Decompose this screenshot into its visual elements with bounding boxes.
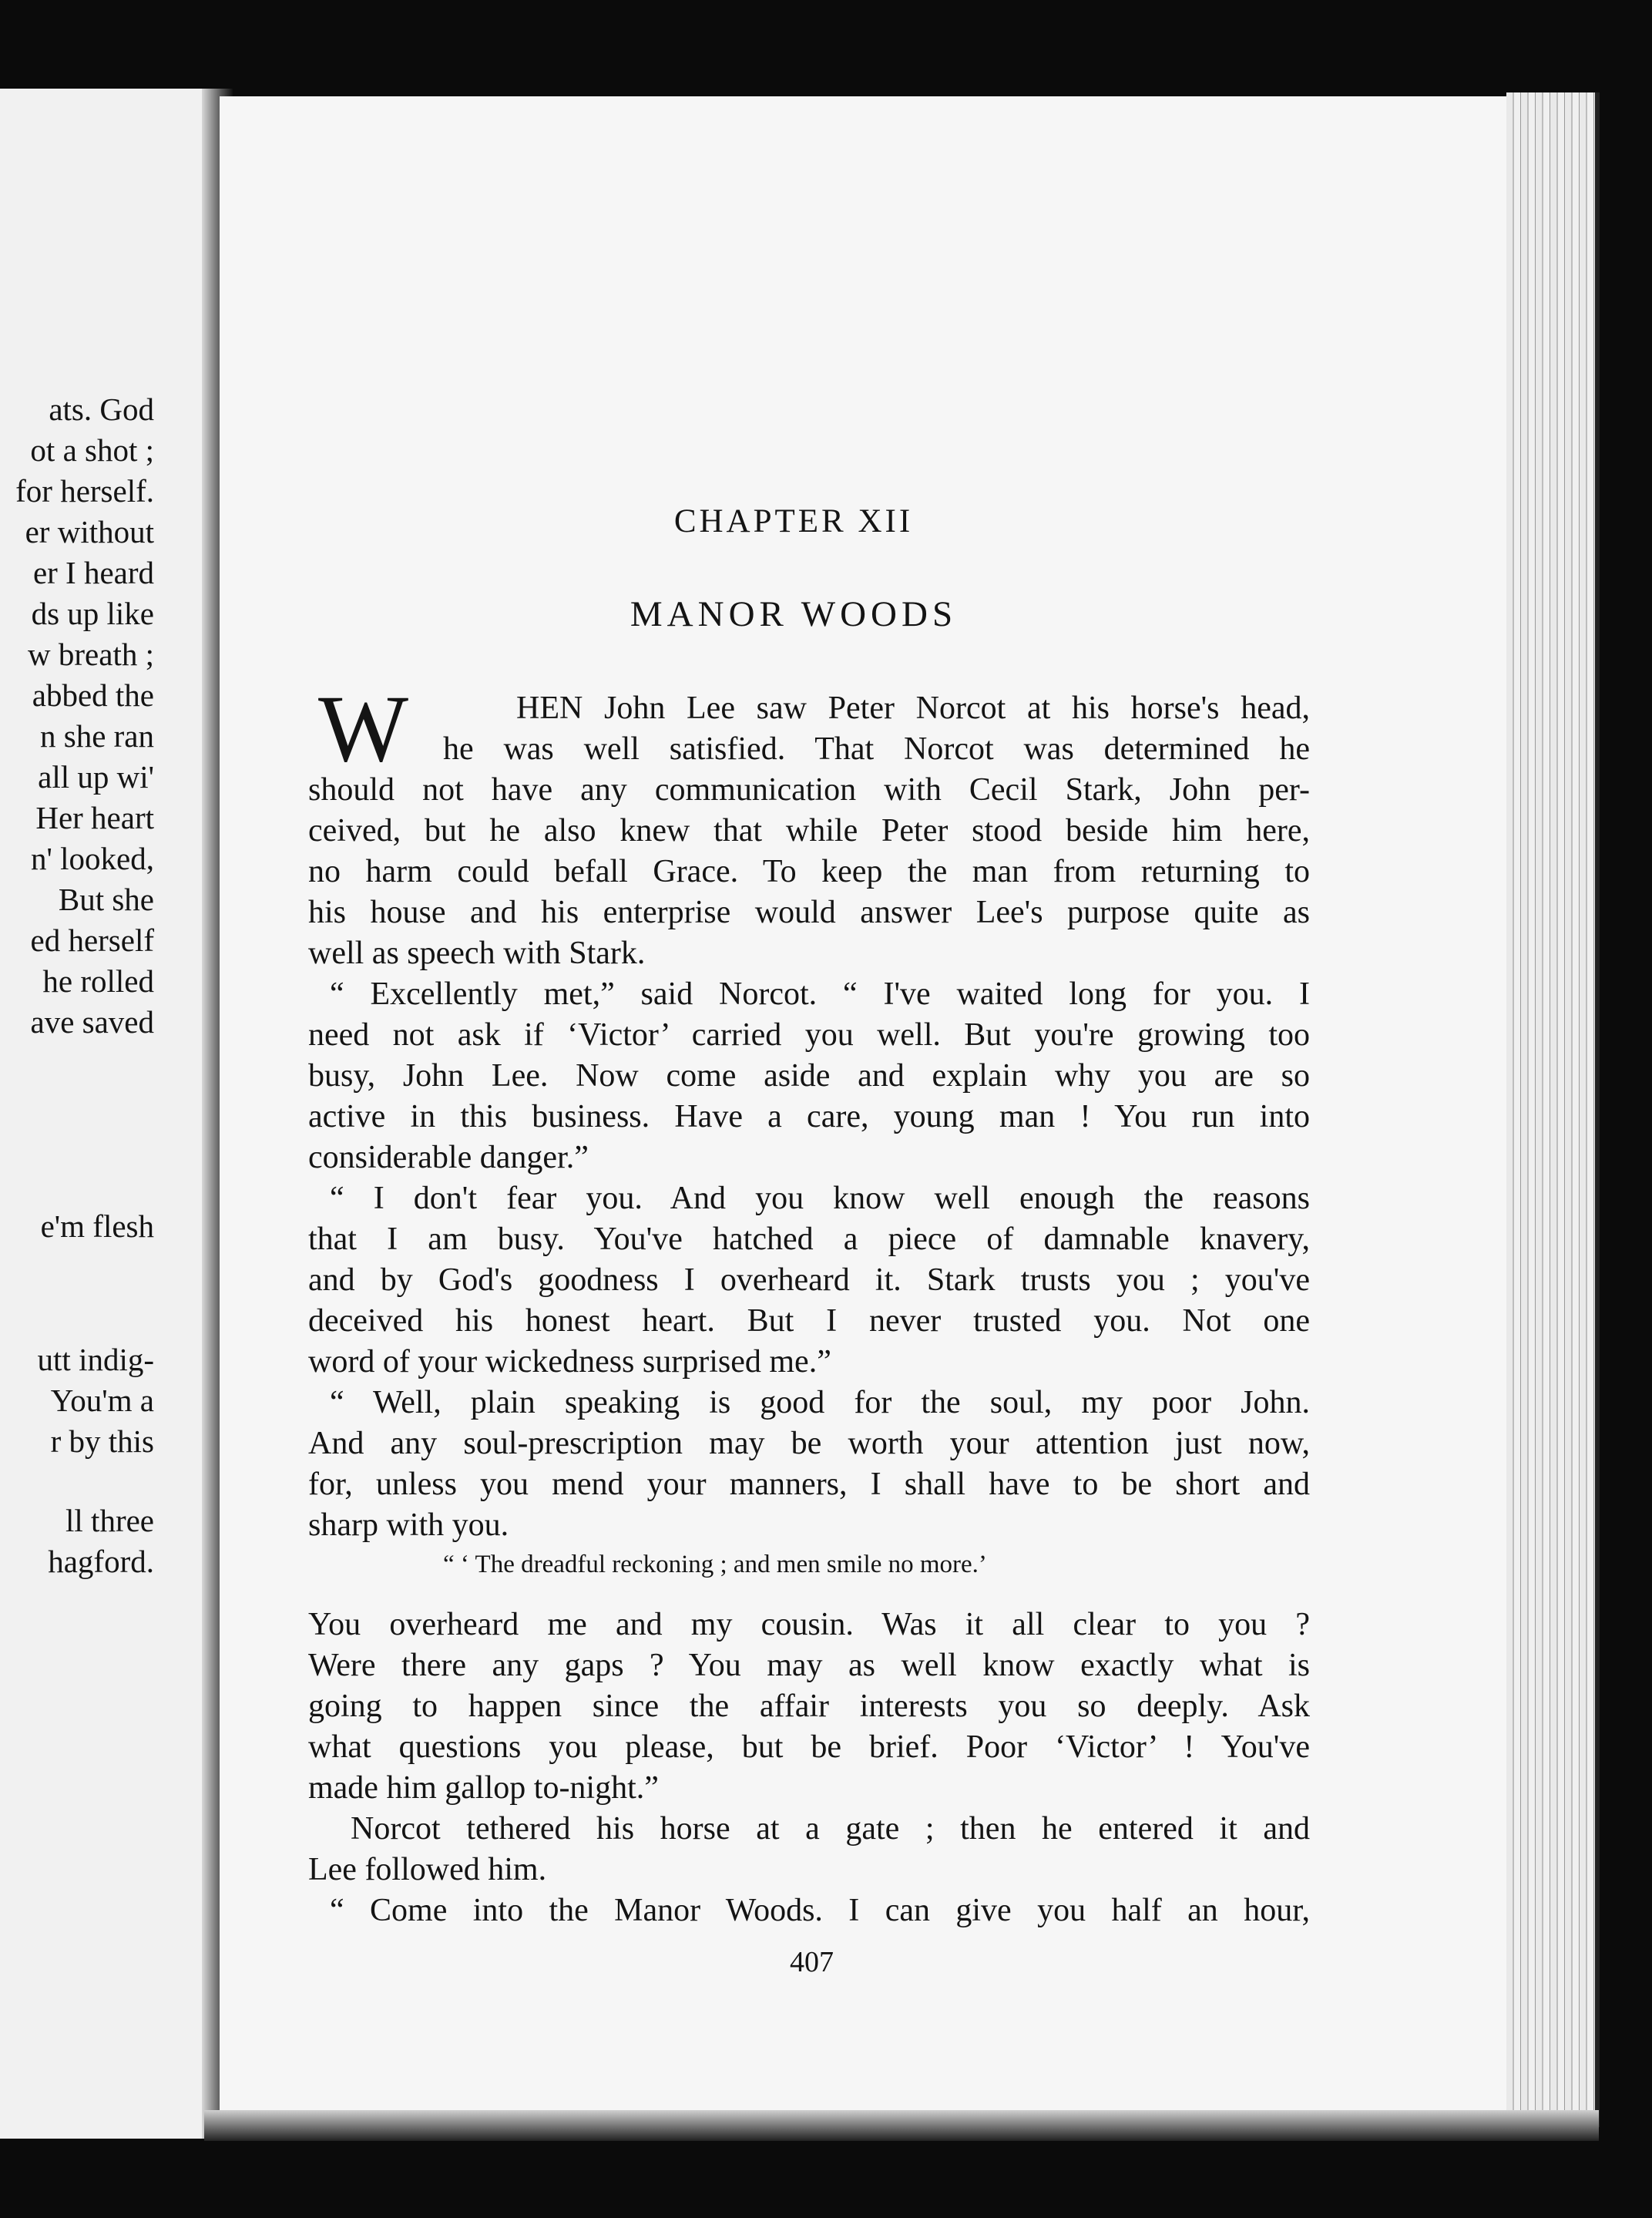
left-line: er I heard xyxy=(32,555,154,590)
text-line: word of your wickedness surprised me.” xyxy=(308,1344,831,1380)
text-line: no harm could befall Grace. To keep the man from returning to xyxy=(308,854,1310,889)
text-line: “ Come into the Manor Woods. I can give you half an hour, xyxy=(330,1893,1310,1928)
text-line: that I am busy. You've hatched a piece of damnable knavery, xyxy=(308,1222,1310,1257)
left-line: ot a shot ; xyxy=(30,432,154,468)
left-line: er without xyxy=(25,514,154,549)
left-line: abbed the xyxy=(32,677,154,713)
text-line: should not have any communication with Cecil Stark, John per- xyxy=(308,772,1310,808)
page-edges xyxy=(1506,92,1600,2127)
chapter-heading: CHAPTER XII xyxy=(673,503,914,539)
left-line: But she xyxy=(58,882,154,917)
left-line: ds up like xyxy=(31,596,154,631)
text-line: busy, John Lee. Now come aside and explain why you are so xyxy=(308,1058,1310,1094)
left-line: ave saved xyxy=(30,1004,154,1040)
chapter-title: MANOR WOODS xyxy=(630,594,958,634)
page-number: 407 xyxy=(790,1946,834,1978)
text-line: Norcot tethered his horse at a gate ; then he entered it and xyxy=(351,1811,1310,1847)
text-line: Were there any gaps ? You may as well know exactly what is xyxy=(308,1648,1310,1683)
text-line: for, unless you mend your manners, I shall have to be short and xyxy=(308,1467,1310,1502)
verse-quote: “ ‘ The dreadful reckoning ; and men smile no more.’ xyxy=(443,1551,987,1578)
left-line: w breath ; xyxy=(28,637,154,672)
left-line: hagford. xyxy=(48,1544,154,1579)
left-line: ed herself xyxy=(30,922,154,958)
left-line: You'm a xyxy=(50,1383,154,1418)
left-facing-page xyxy=(0,89,231,2139)
text-line: his house and his enterprise would answer Lee's purpose quite as xyxy=(308,895,1310,930)
text-line: HEN John Lee saw Peter Norcot at his horse's head, xyxy=(516,691,1310,726)
left-line: e'm flesh xyxy=(40,1208,154,1244)
left-line: n she ran xyxy=(39,718,154,754)
left-line: utt indig- xyxy=(37,1342,154,1377)
left-line: ll three xyxy=(65,1503,154,1538)
left-line: all up wi' xyxy=(38,759,154,795)
text-line: made him gallop to-night.” xyxy=(308,1770,659,1806)
text-line: considerable danger.” xyxy=(308,1140,589,1175)
text-line: need not ask if ‘Victor’ carried you well. But you're growing too xyxy=(308,1017,1310,1053)
drop-cap: W xyxy=(318,676,409,781)
text-line: ceived, but he also knew that while Peter stood beside him here, xyxy=(308,813,1310,849)
text-line: well as speech with Stark. xyxy=(308,936,646,971)
left-line: r by this xyxy=(50,1423,154,1459)
text-line: “ Excellently met,” said Norcot. “ I've waited long for you. I xyxy=(330,976,1310,1012)
left-line: ats. God xyxy=(49,392,154,427)
text-line: sharp with you. xyxy=(308,1507,509,1543)
text-line: “ Well, plain speaking is good for the soul, my poor John. xyxy=(330,1385,1310,1420)
text-line: what questions you please, but be brief. Poor ‘Victor’ ! You've xyxy=(308,1729,1310,1765)
left-line: Her heart xyxy=(35,800,154,835)
text-line: Lee followed him. xyxy=(308,1852,547,1887)
text-line: and by God's goodness I overheard it. Stark trusts you ; you've xyxy=(308,1262,1310,1298)
left-line: for herself. xyxy=(15,473,154,509)
text-line: “ I don't fear you. And you know well enough the reasons xyxy=(330,1181,1310,1216)
text-line: active in this business. Have a care, young man ! You run into xyxy=(308,1099,1310,1134)
left-line: he rolled xyxy=(42,963,154,999)
text-line: going to happen since the affair interests you so deeply. Ask xyxy=(308,1689,1310,1724)
text-line: he was well satisfied. That Norcot was determined he xyxy=(443,731,1310,767)
text-line: deceived his honest heart. But I never trusted you. Not one xyxy=(308,1303,1310,1339)
text-line: And any soul-prescription may be worth your attention just now, xyxy=(308,1426,1310,1461)
page-bottom-shadow xyxy=(204,2110,1599,2141)
left-line: n' looked, xyxy=(31,841,154,876)
text-line: You overheard me and my cousin. Was it all clear to you ? xyxy=(308,1607,1310,1642)
